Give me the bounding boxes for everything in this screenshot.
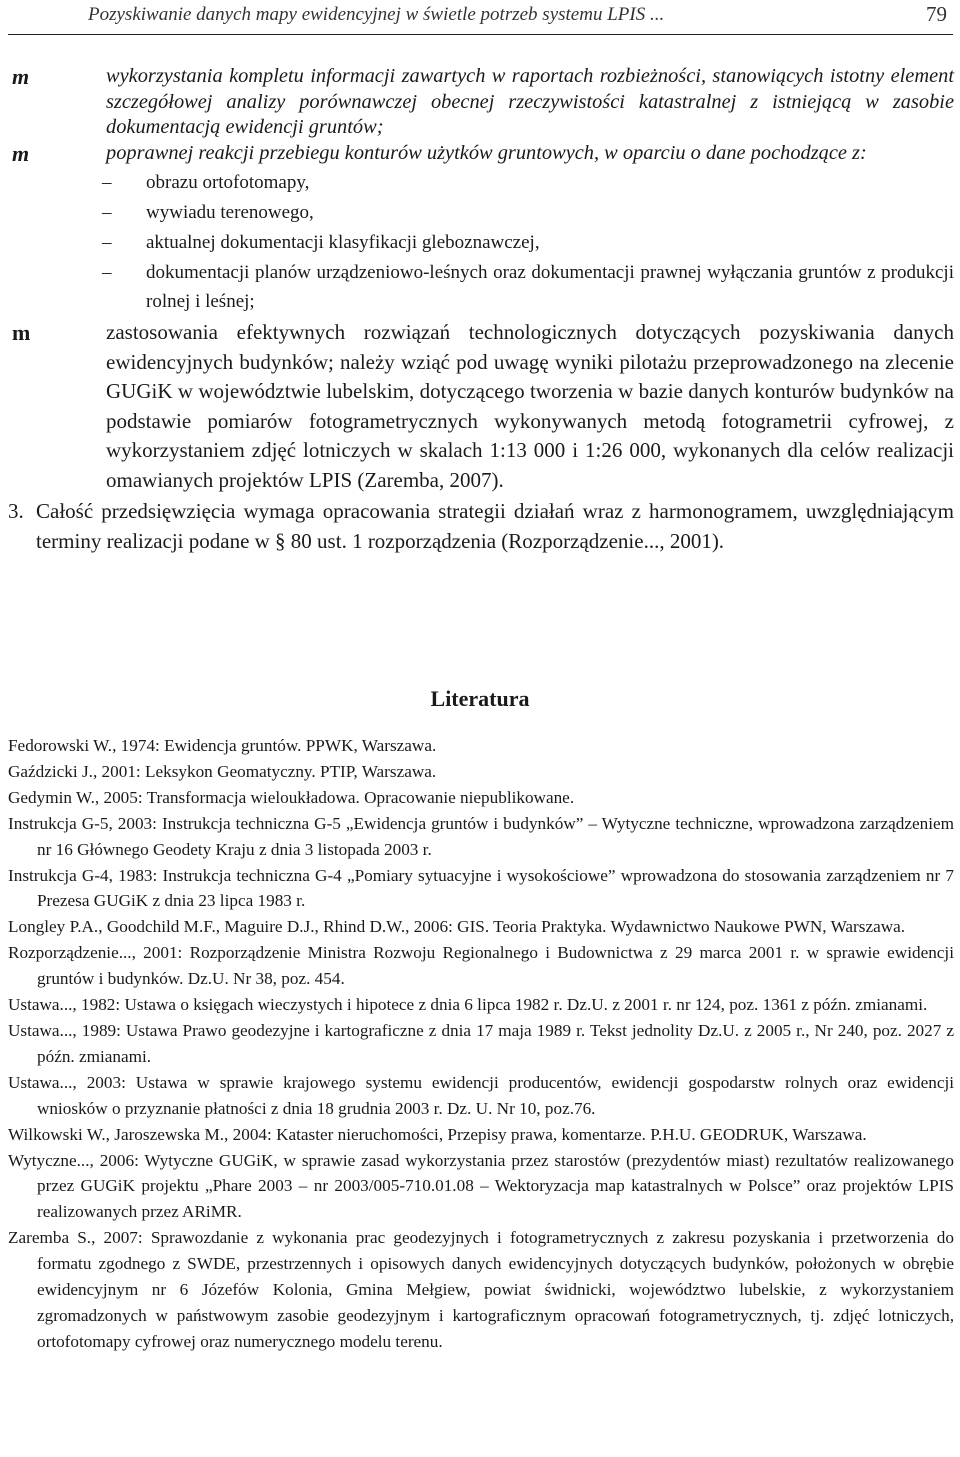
reference-entry: Instrukcja G-5, 2003: Instrukcja techniczna G-5 „Ewidencja gruntów i budynków” – Wytyczne techniczne, wprowadzona zarządzeniem nr 16 Głównego Geodety Kraju z dnia 3 listopada 2003 r. [8,813,954,859]
reference-entry: Wytyczne..., 2006: Wytyczne GUGiK, w sprawie zasad wykorzystania przez starostów (prezydentów miast) rezultatów realizowanego przez GUGiK projektu „Phare 2003 – nr 2003/005-710.01.08 – Wektoryzacja map katastralnych w Polsce” oraz projektów LPIS realizowanych przez ARiMR. [8,1150,954,1222]
numbered-item [8,497,954,556]
bullet-item [12,318,954,495]
dash-bullet-icon: – [102,262,112,284]
literature-heading: Literatura [430,686,530,711]
sub-list-text: obrazu ortofotomapy, [146,172,310,194]
sub-list-item [102,168,954,198]
bullet-item [12,140,954,167]
sub-list-text: aktualnej dokumentacji klasyfikacji gleboznawczej, [146,232,540,254]
m-bullet-icon: m [12,140,30,166]
sub-list-text: dokumentacji planów urządzeniowo-leśnych oraz dokumentacji prawnej wyłączania gruntów z produkcji rolnej i leśnej; [146,262,954,313]
reference-entry: Wilkowski W., Jaroszewska M., 2004: Kataster nieruchomości, Przepisy prawa, komentarze. P.H.U. GEODRUK, Warszawa. [8,1124,867,1144]
dash-bullet-icon: – [102,232,112,254]
reference-entry: Ustawa..., 2003: Ustawa w sprawie krajowego systemu ewidencji producentów, ewidencji gospodarstw rolnych oraz ewidencji wniosków o przyznanie płatności z dnia 18 grudnia 2003 r. Dz. U. Nr 10, poz.76. [8,1072,954,1118]
bullet-item [12,64,954,141]
reference-entry: Ustawa..., 1989: Ustawa Prawo geodezyjne i kartograficzne z dnia 17 maja 1989 r. Tekst jednolity Dz.U. z 2005 r., Nr 240, poz. 2027 z późn. zmianami. [8,1020,954,1066]
reference-entry: Fedorowski W., 1974: Ewidencja gruntów. PPWK, Warszawa. [8,736,437,755]
reference-list [8,733,954,1355]
bullet-text: zastosowania efektywnych rozwiązań technologicznych dotyczących pozyskiwania danych ewidencyjnych budynków; należy wziąć pod uwagę wyniki pilotażu przeprowadzonego na zlecenie GUGiK w województwie lubelskim, dotyczącego tworzenia w bazie danych konturów budynków na podstawie pomiarów fotogrametrycznych wykonywanych metodą fotogrametrii cyfrowej, z wykorzystaniem zdjęć lotniczych w skalach 1:13 000 i 1:26 000, wykonanych dla celów realizacji omawianych projektów LPIS (Zaremba, 2007). [106,320,954,492]
m-bullet-icon: m [12,320,31,346]
m-bullet-icon: m [12,64,30,89]
reference-entry: Gedymin W., 2005: Transformacja wieloukładowa. Opracowanie niepublikowane. [8,787,575,807]
body-text [0,64,960,556]
bullet-text: wykorzystania kompletu informacji zawartych w raportach rozbieżności, stanowiących istotny element szczegółowej analizy porównawczej obecnej rzeczywistości katastralnej z istniejącą w zasobie dokumentacją ewidencji gruntów; [106,65,954,139]
dash-bullet-icon: – [102,172,112,194]
numbered-item-text: Całość przedsięwzięcia wymaga opracowania strategii działań wraz z harmonogramem, uwzględniającym terminy realizacji podane w § 80 ust. 1 rozporządzenia (Rozporządzenie..., 2001). [36,499,954,553]
running-header-title: Pozyskiwanie danych mapy ewidencyjnej w świetle potrzeb systemu LPIS ... [88,4,665,25]
reference-entry: Zaremba S., 2007: Sprawozdanie z wykonania prac geodezyjnych i fotogrametrycznych z zakresu pozyskania i przetworzenia do formatu zgodnego z SWDE, przestrzennych i opisowych danych ewidencyjnych dotyczących budynków, położonych w obrębie ewidencyjnym nr 6 Józefów Kolonia, Gmina Mełgiew, powiat świdnicki, województwo lubelskie, z wykorzystaniem zgromadzonych w państwowym zasobie geodezyjnym i kartograficznym opracowań fotogrametrycznych, tj. zdjęć lotniczych, ortofotomapy cyfrowej oraz numerycznego modelu terenu. [8,1228,954,1351]
sub-list-item [102,258,954,316]
sub-list-item [102,198,954,228]
reference-entry: Instrukcja G-4, 1983: Instrukcja techniczna G-4 „Pomiary sytuacyjne i wysokościowe” wprowadzona do stosowania zarządzeniem nr 7 Prezesa GUGiK z dnia 23 lipca 1983 r. [8,865,954,911]
reference-entry: Longley P.A., Goodchild M.F., Maguire D.J., Rhind D.W., 2006: GIS. Teoria Praktyka. Wydawnictwo Naukowe PWN, Warszawa. [8,917,906,937]
running-header [8,0,953,35]
bullet-text: poprawnej reakcji przebiegu konturów użytków gruntowych, w oparciu o dane pochodzące z: [106,141,867,164]
reference-entry: Ustawa..., 1982: Ustawa o księgach wieczystych i hipotece z dnia 6 lipca 1982 r. Dz.U. z 2001 r. nr 124, poz. 1361 z późn. zmianami. [8,995,928,1015]
item-number: 3. [8,499,24,524]
reference-entry: Rozporządzenie..., 2001: Rozporządzenie Ministra Rozwoju Regionalnego i Budownictwa z 29 marca 2001 r. w sprawie ewidencji gruntów i budynków. Dz.U. Nr 38, poz. 454. [8,943,954,989]
sub-list-text: wywiadu terenowego, [146,202,314,224]
page-number: 79 [926,2,947,26]
reference-entry: Gaździcki J., 2001: Leksykon Geomatyczny. PTIP, Warszawa. [8,761,437,781]
sub-list-item [102,228,954,258]
dash-bullet-icon: – [102,202,112,224]
